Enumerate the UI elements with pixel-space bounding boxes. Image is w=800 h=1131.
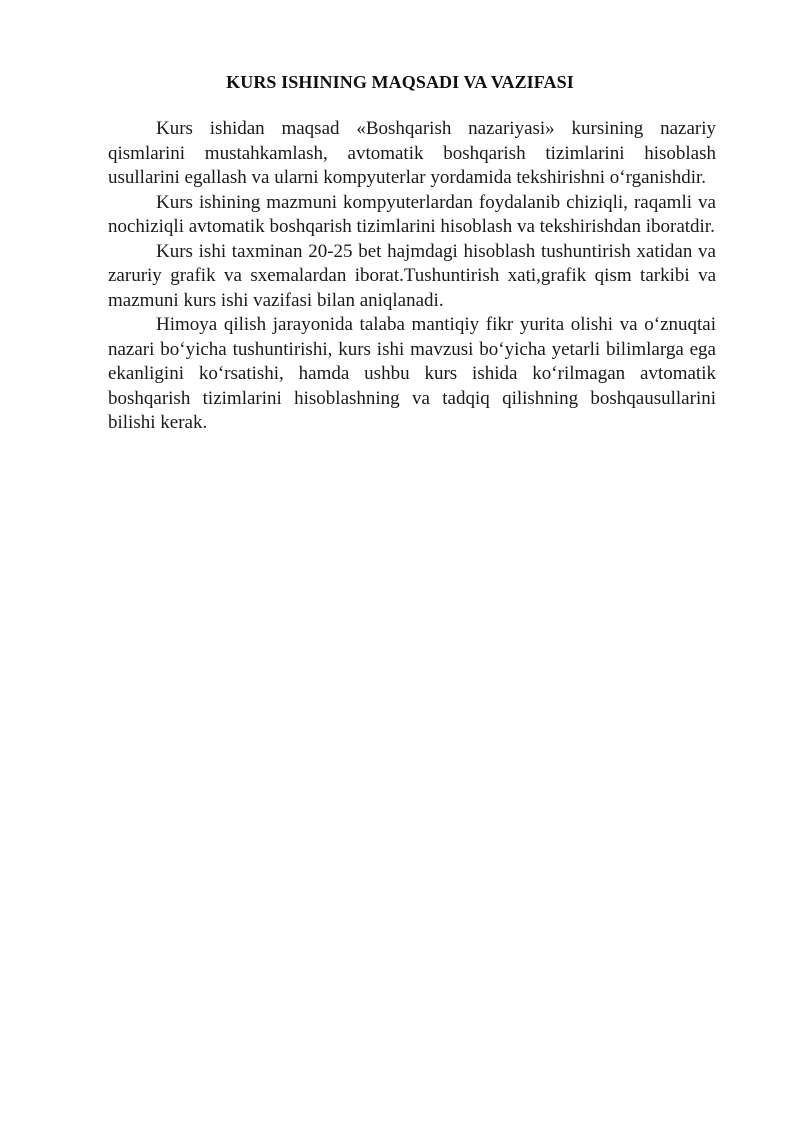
paragraph-goal: Kurs ishidan maqsad «Boshqarish nazariyasi» kursining nazariy qismlarini mustahkamlash, avtomatik boshqarish tizimlarini hisoblash usullarini egallash va ularni kompyuterlar yordamida tekshirishni o‘rganishdir. — [108, 118, 716, 188]
page-title: KURS ISHINING MAQSADI VA VAZIFASI — [226, 72, 574, 92]
document-body — [108, 117, 716, 436]
paragraph-defense: Himoya qilish jarayonida talaba mantiqiy fikr yurita olishi va o‘znuqtai nazari bo‘yicha tushuntirishi, kurs ishi mavzusi bo‘yicha yetarli bilimlarga ega ekanligini ko‘rsatishi, hamda ushbu kurs ishida ko‘rilmagan avtomatik boshqarish tizimlarini hisoblashning va tadqiq qilishning boshqausullarini bilishi kerak. — [108, 314, 716, 433]
paragraph-content: Kurs ishining mazmuni kompyuterlardan foydalanib chiziqli, raqamli va nochiziqli avtomatik boshqarish tizimlarini hisoblash va tekshirishdan iboratdir. — [108, 191, 716, 237]
paragraph-volume: Kurs ishi taxminan 20-25 bet hajmdagi hisoblash tushuntirish xatidan va zaruriy grafik va sxemalardan iborat.Tushuntirish xati,grafik qism tarkibi va mazmuni kurs ishi vazifasi bilan aniqlanadi. — [108, 240, 716, 311]
